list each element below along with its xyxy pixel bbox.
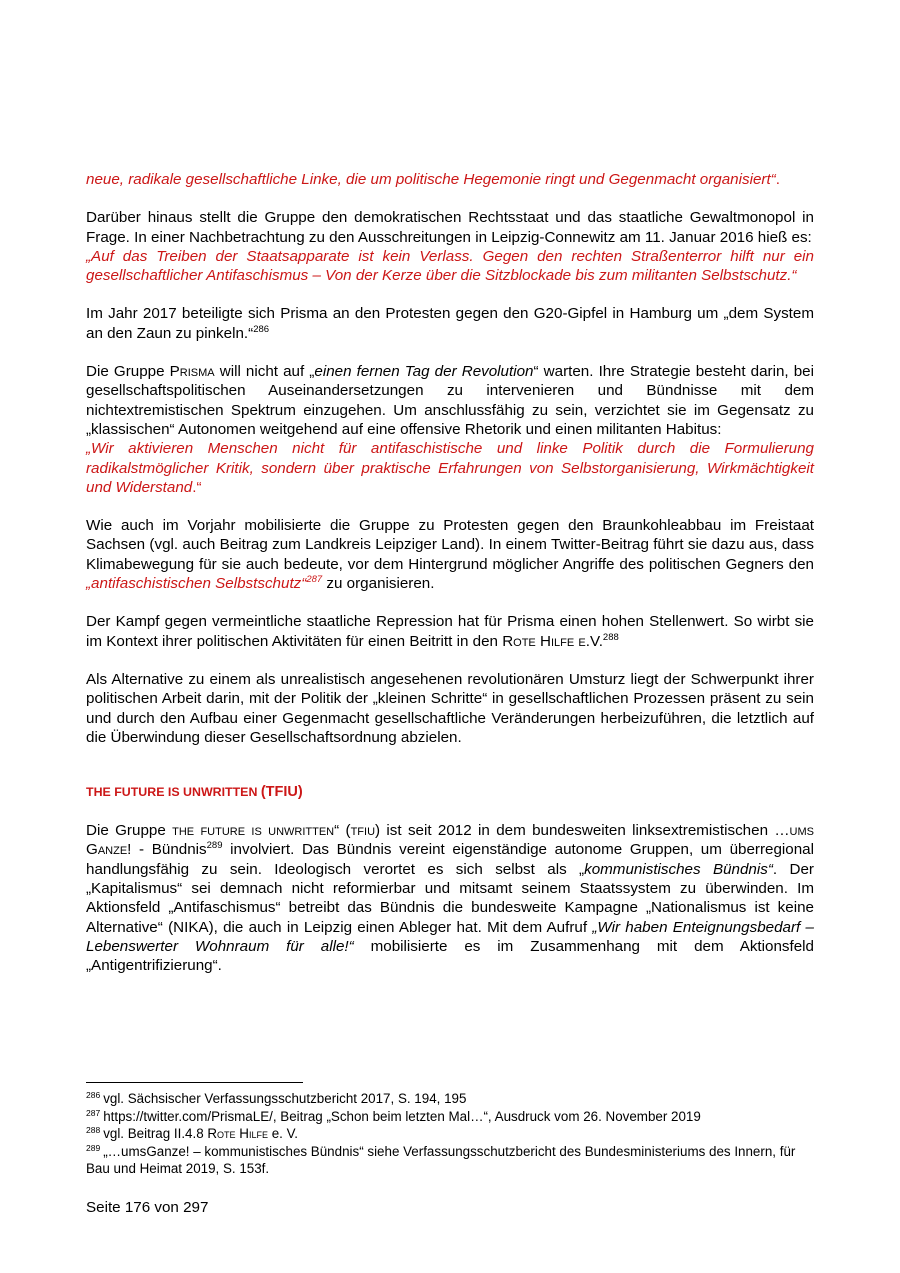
footnote-text: „…umsGanze! – kommunistisches Bündnis“ siehe Verfassungsschutzbericht des Bundesministeriums des Innern, für Bau und Heimat 2019, S. 153f.	[86, 1143, 796, 1176]
org-abbr-tfiu: tfiu	[350, 822, 376, 840]
footnote-288	[86, 1125, 814, 1143]
paragraph-1	[86, 170, 814, 189]
text-run: Die Gruppe	[86, 363, 170, 381]
org-name-ums-ganze: …ums Ganze!	[86, 822, 814, 859]
footnote-link[interactable]: https://twitter.com/PrismaLE/, Beitrag „Schon beim letzten Mal…“, Ausdruck vom 26. November 2019	[103, 1108, 701, 1124]
org-name-prisma: Prisma	[169, 363, 215, 381]
paragraph-6	[86, 612, 814, 651]
quote-selbstschutz: „antifaschistischen Selbstschutz“	[86, 575, 307, 593]
footnote-ref-288[interactable]: 288	[602, 631, 619, 643]
text-run: will nicht auf „	[214, 363, 315, 381]
paragraph-8	[86, 821, 814, 975]
org-name-rote-hilfe: Rote Hilfe	[207, 1126, 268, 1141]
footnote-286	[86, 1090, 814, 1108]
heading-abbr: (TFIU)	[260, 784, 303, 801]
quote-kommunistisch: kommunistisches Bündnis“	[584, 860, 773, 878]
quote-enteignung: „Wir haben Enteignungsbedarf – Lebenswerter Wohnraum für alle!“	[86, 918, 814, 955]
text-run: “ (	[334, 822, 351, 840]
footnote-number: 288	[86, 1125, 101, 1135]
quote-connewitz: „Auf das Treiben der Staatsapparate ist kein Verlass. Gegen den rechten Straßenterror hilft nur ein gesellschaftlicher Antifaschismus – Von der Kerze über die Sitzblockade bis zum militanten Selbstschutz.“	[86, 247, 814, 285]
footnote-ref-286[interactable]: 286	[253, 323, 270, 335]
footnote-289	[86, 1143, 814, 1178]
paragraph-text: Darüber hinaus stellt die Gruppe den demokratischen Rechtsstaat und das staatliche Gewaltmonopol in Frage. In einer Nachbetrachtung zu den Ausschreitungen in Leipzig-Connewitz am 11. Januar 2016 hieß es:	[86, 209, 814, 246]
page-number: Seite 176 von 297	[86, 1199, 209, 1216]
org-name-rote-hilfe: Rote Hilfe e.V.	[502, 632, 603, 650]
paragraph-3	[86, 304, 814, 343]
paragraph-5	[86, 516, 814, 593]
footnote-number: 287	[86, 1107, 101, 1118]
section-heading-tfiu	[86, 783, 814, 801]
text-run: zu organisieren.	[322, 575, 435, 593]
text-run: Wie auch im Vorjahr mobilisierte die Gruppe zu Protesten gegen den Braunkohleabbau im Freistaat Sachsen (vgl. auch Beitrag zum Landkreis Leipziger Land). In einem Twitter-Beitrag führt sie dazu aus, dass Klimabewegung für sie auch bedeute, vor dem Hintergrund möglicher Angriffe des politischen Gegners den	[86, 517, 814, 573]
paragraph-text: Im Jahr 2017 beteiligte sich Prisma an den Protesten gegen den G20-Gipfel in Hamburg um „dem System an den Zaun zu pinkeln.“	[86, 305, 814, 342]
paragraph-7: Als Alternative zu einem als unrealistisch angesehenen revolutionären Umsturz liegt der Schwerpunkt ihrer politischen Arbeit darin, mit der Politik der „kleinen Schritte“ in gesellschaftlichen Prozessen präsent zu sein und durch den Aufbau einer Gegenmacht gesellschaftliche Veränderungen herbeizuführen, die letztlich auf die Überwindung dieser Gesellschaftsordnung abzielen.	[86, 670, 814, 746]
punctuation: .“	[192, 478, 202, 496]
footnote-number: 286	[86, 1090, 101, 1100]
text-run: mobilisierte es im Zusammenhang mit dem Aktionsfeld „Antigentrifizierung“.	[86, 937, 814, 975]
footnote-number: 289	[86, 1142, 101, 1153]
footnote-ref-289[interactable]: 289	[206, 840, 223, 852]
footnote-287	[86, 1108, 814, 1126]
text-run: - Bündnis	[131, 841, 207, 859]
footnote-ref-287[interactable]: 287	[306, 574, 323, 586]
text-run: “ warten. Ihre Strategie besteht darin, bei gesellschaftspolitischen Auseinandersetzungen zu intervenieren und Bündnisse mit dem nichtextremistischen Spektrum einzugehen. Um anschlussfähig zu sein, verzichtet sie im Gegensatz zu „klassischen“ Autonomen weitgehend auf eine offensive Rhetorik und einen militanten Habitus:	[86, 363, 814, 438]
text-run: Die Gruppe	[86, 822, 173, 840]
footnote-divider	[86, 1082, 303, 1083]
text-run: Der Kampf gegen vermeintliche staatliche Repression hat für Prisma einen hohen Stellenwert. So wirbt sie im Kontext ihrer politischen Aktivitäten für einen Beitritt in den	[86, 613, 814, 650]
text-run: . Der „Kapitalismus“ sei demnach nicht reformierbar und mitsamt seinem Staatssystem zu überwinden. Im Aktionsfeld „Antifaschismus“ betreibt das Bündnis die bundesweite Kampagne „Nationalismus ist keine Alternative“ (NIKA), die auch in Leipzig einen Ableger hat. Mit dem Aufruf	[86, 860, 814, 936]
footnote-text: vgl. Beitrag II.4.8	[103, 1126, 208, 1141]
quote-revolution: einen fernen Tag der Revolution	[314, 363, 534, 381]
paragraph-2	[86, 208, 814, 285]
footnote-text: vgl. Sächsischer Verfassungsschutzbericht 2017, S. 194, 195	[103, 1091, 467, 1106]
paragraph-4	[86, 362, 814, 497]
text-run: involviert. Das Bündnis vereint eigenständige autonome Gruppen, um überregional handlungsfähig zu sein. Ideologisch verortet es sich selbst als „	[86, 841, 814, 878]
quote-hegemonie: neue, radikale gesellschaftliche Linke, die um politische Hegemonie ringt und Gegenmacht organisiert“	[86, 171, 776, 188]
org-name-tfiu: the future is unwritten	[172, 822, 335, 840]
heading-text: THE FUTURE IS UNWRITTEN	[86, 785, 261, 800]
text-run: ) ist seit 2012 in dem bundesweiten linksextremistischen	[375, 822, 775, 840]
quote-aktivieren: „Wir aktivieren Menschen nicht für antifaschistische und linke Politik durch die Formulierung radikalstmöglicher Kritik, sondern über praktische Erfahrungen von Selbstorganisierung, Wirkmächtigkeit und Widerstand	[86, 440, 814, 496]
document-body	[86, 170, 814, 995]
footnotes	[86, 1090, 814, 1178]
footnote-text: e. V.	[267, 1126, 298, 1141]
punctuation: .	[775, 171, 780, 188]
